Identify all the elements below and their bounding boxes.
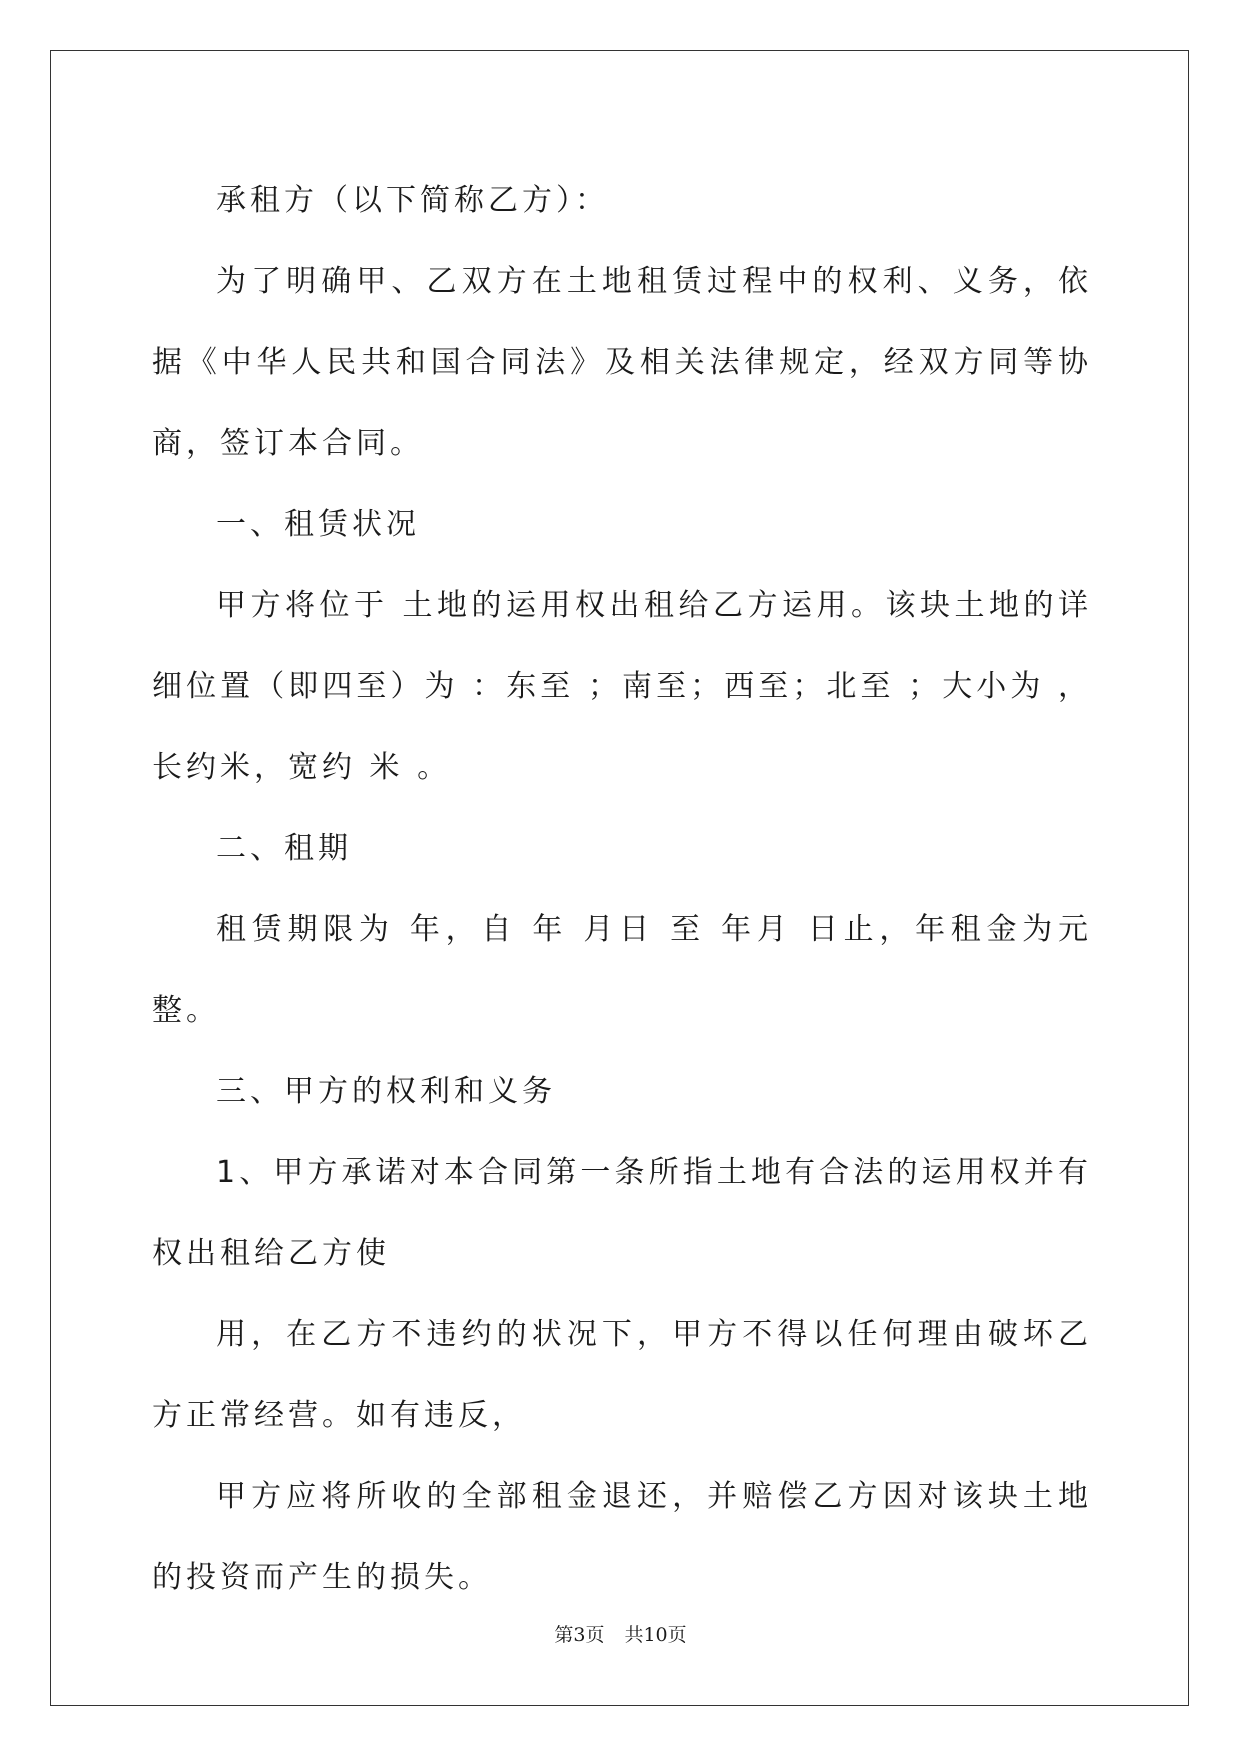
paragraph-lessor-rights-2: 用，在乙方不违约的状况下，甲方不得以任何理由破坏乙方正常经营。如有违反， bbox=[152, 1317, 1092, 1433]
heading-lease-term: 二、租期 bbox=[216, 831, 352, 866]
page-total: 共10页 bbox=[624, 1624, 687, 1646]
paragraph-lessor-rights-3: 甲方应将所收的全部租金退还，并赔偿乙方因对该块土地的投资而产生的损失。 bbox=[152, 1479, 1092, 1595]
page-footer bbox=[0, 1620, 1241, 1647]
page-number: 第3页 bbox=[554, 1624, 605, 1646]
paragraph-lessee: 承租方（以下简称乙方）： bbox=[216, 183, 609, 218]
heading-lease-status: 一、租赁状况 bbox=[216, 507, 420, 542]
paragraph-lease-status: 甲方将位于 土地的运用权出租给乙方运用。该块土地的详细位置（即四至）为 ：东至 ；南至；西至；北至 ；大小为 ， 长约米，宽约 米 。 bbox=[152, 588, 1092, 785]
heading-lessor-rights: 三、甲方的权利和义务 bbox=[216, 1074, 556, 1109]
document-body bbox=[152, 160, 1092, 1618]
paragraph-preamble: 为了明确甲、乙双方在土地租赁过程中的权利、义务，依据《中华人民共和国合同法》及相关法律规定，经双方同等协商，签订本合同。 bbox=[152, 264, 1092, 461]
paragraph-lessor-rights-1: 1、甲方承诺对本合同第一条所指土地有合法的运用权并有权出租给乙方使 bbox=[152, 1155, 1092, 1271]
paragraph-lease-term: 租赁期限为 年，自 年 月日 至 年月 日止，年租金为元整。 bbox=[152, 912, 1092, 1028]
